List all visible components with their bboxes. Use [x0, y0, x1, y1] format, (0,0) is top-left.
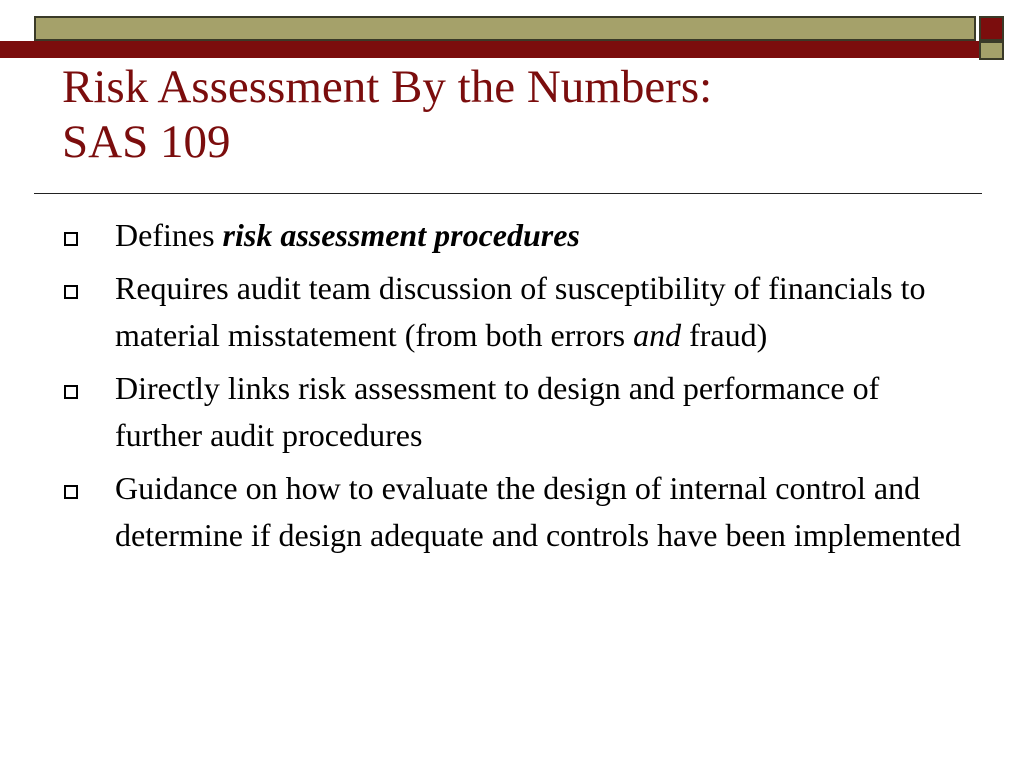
header-corner-square-olive: [979, 41, 1004, 60]
slide-title: [62, 60, 962, 170]
bullet-2-text: Requires audit team discussion of susceptibility of financials to material misstatement (from both errors: [115, 270, 926, 353]
header-bar-maroon: [0, 41, 1004, 58]
bullet-2-italic: and: [633, 317, 682, 353]
bullet-3-text: Directly links risk assessment to design and performance of further audit procedures: [115, 370, 880, 453]
slide-title-line-2: SAS 109: [62, 116, 231, 168]
bullet-item-1: [0, 212, 1024, 259]
hollow-square-icon: [64, 385, 78, 399]
bullet-1-prefix: Defines: [115, 217, 223, 253]
hollow-square-icon: [64, 485, 78, 499]
bullet-item-4: [0, 465, 1024, 559]
hollow-square-icon: [64, 285, 78, 299]
slide-title-line-1: Risk Assessment By the Numbers:: [62, 61, 713, 113]
bullet-1-emphasis: risk assessment procedures: [222, 217, 580, 253]
bullet-item-2: [0, 265, 1024, 359]
bullet-4-text: Guidance on how to evaluate the design of internal control and determine if design adequate and controls have been implemented: [115, 470, 961, 553]
hollow-square-icon: [64, 232, 78, 246]
bullet-list: [0, 212, 1024, 565]
header-bar-olive: [34, 16, 976, 41]
title-divider: [34, 193, 982, 194]
bullet-item-3: [0, 365, 1024, 459]
header-corner-square-maroon: [979, 16, 1004, 41]
bullet-2-suffix: fraud): [681, 317, 768, 353]
